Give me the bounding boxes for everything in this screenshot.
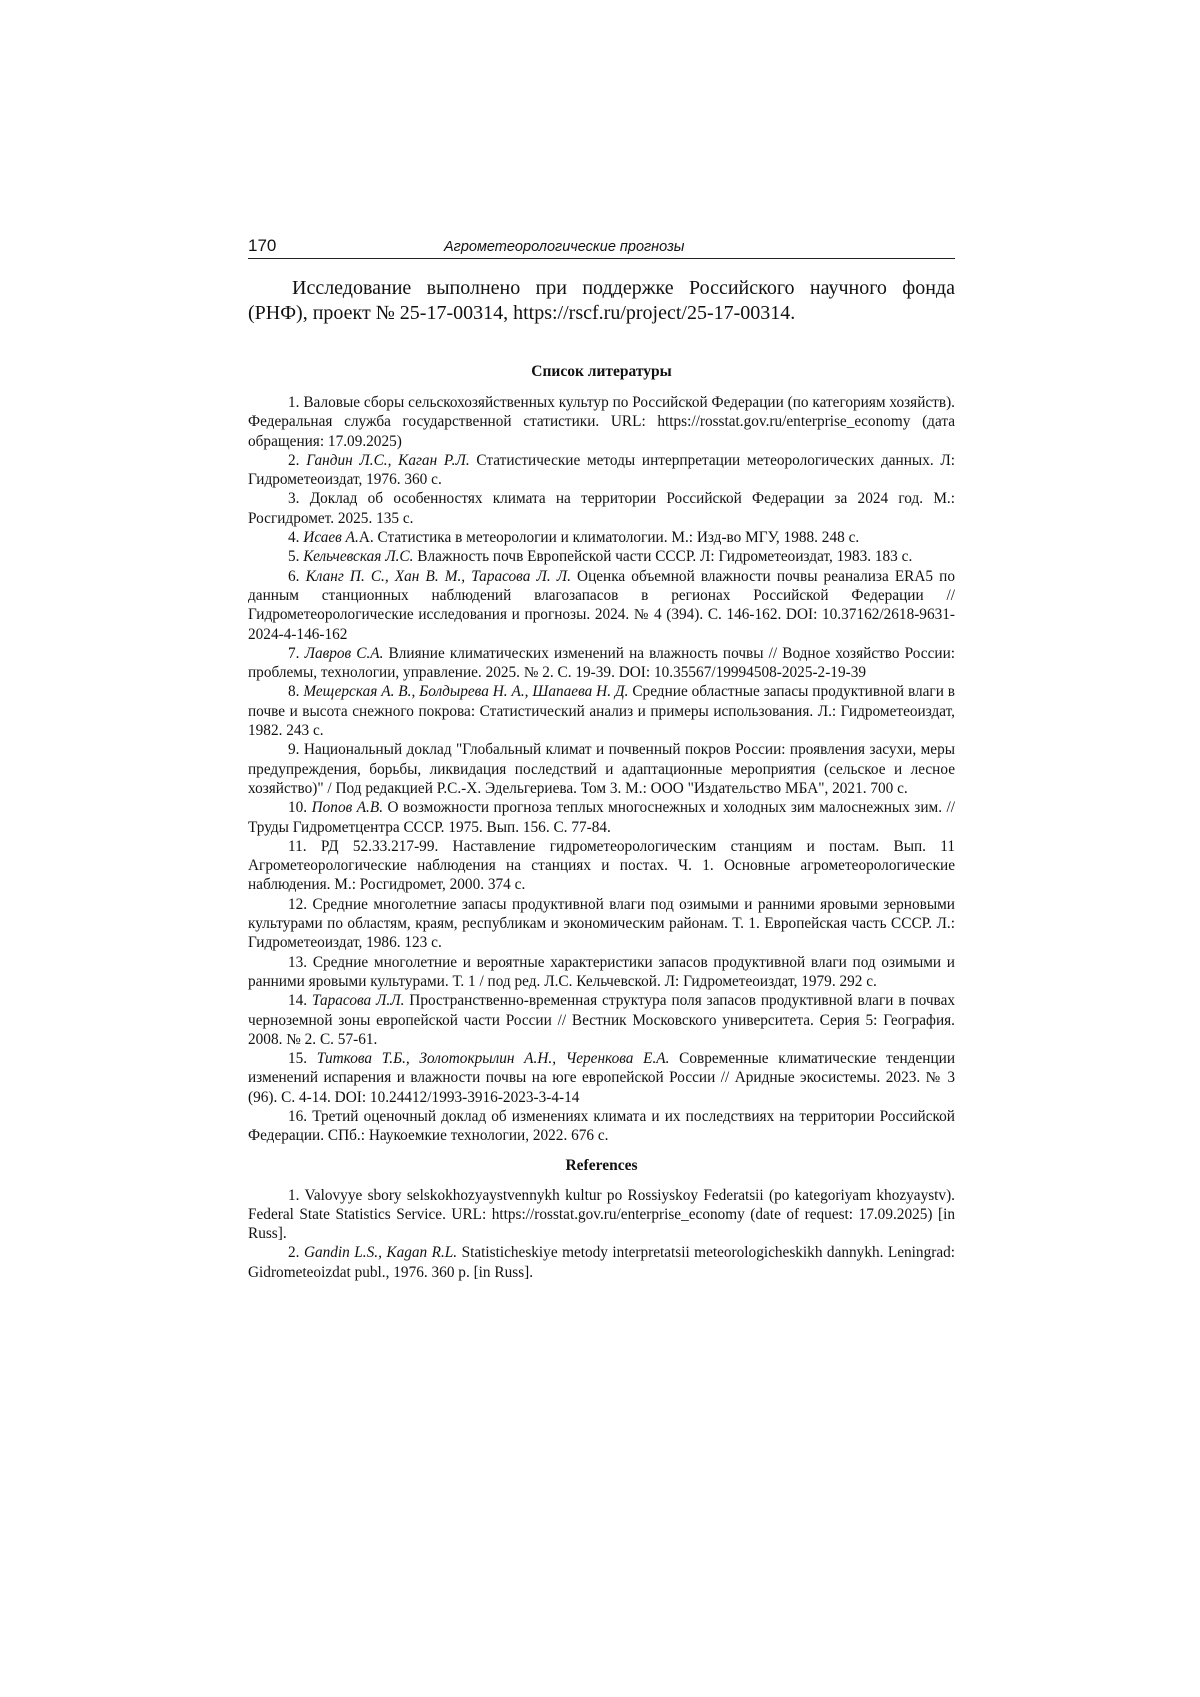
reference-authors: Мещерская А. В., Болдырева Н. А., Шапаева Н. Д.: [303, 683, 629, 701]
reference-text: А. Статистика в метеорологии и климатологии. М.: Изд-во МГУ, 1988. 248 с.: [358, 529, 860, 547]
reference-text: Средние многолетние и вероятные характеристики запасов продуктивной влаги под озимыми и ранними яровыми культурами. Т. 1 / под ред. Л.С. Кельчевской. Л: Гидрометеоиздат, 1979. 292 с.: [248, 953, 955, 990]
reference-number: 16.: [288, 1107, 313, 1125]
reference-item: [248, 1107, 955, 1146]
reference-authors: Кланг П. С., Хан В. М., Тарасова Л. Л.: [305, 567, 571, 585]
reference-authors: Gandin L.S., Kagan R.L.: [303, 1244, 458, 1262]
reference-number: 2.: [288, 1244, 304, 1262]
references-title: References: [565, 1156, 638, 1174]
reference-number: 5.: [288, 548, 304, 566]
reference-text: Statisticheskiye metody interpretatsii meteorologicheskikh dannykh. Leningrad: Gidrometeoizdat publ., 1976. 360 p. [in Russ].: [248, 1244, 956, 1281]
reference-number: 1.: [288, 1186, 305, 1204]
reference-item: [248, 1243, 955, 1282]
reference-number: 14.: [288, 992, 313, 1010]
page-header: [248, 236, 955, 259]
reference-number: 6.: [288, 567, 306, 585]
reference-item: [248, 451, 955, 490]
document-page: [248, 236, 955, 1282]
reference-number: 7.: [288, 644, 305, 662]
reference-text: Современные климатические тенденции изменений испарения и влажности почвы на юге европейской России // Аридные экосистемы. 2023. № 3 (96). С. 4-14. DOI: 10.24412/1993-3916-2023-3-4-14: [248, 1050, 956, 1106]
reference-text: Третий оценочный доклад об изменениях климата и их последствиях на территории Российской Федерации. СПб.: Наукоемкие технологии, 2022. 676 с.: [248, 1107, 955, 1145]
reference-number: 8.: [288, 683, 304, 701]
reference-number: 15.: [288, 1050, 317, 1068]
reference-number: 13.: [288, 953, 313, 971]
reference-authors: Кельчевская Л.С.: [303, 548, 414, 566]
reference-number: 1.: [288, 394, 304, 411]
reference-text: Пространственно-временная структура поля запасов продуктивной влаги в почвах черноземной зоны европейской части России // Вестник Московского университета. Серия 5: География. 2008. № 2. С. 57-61.: [248, 992, 956, 1048]
reference-item: [248, 1186, 955, 1244]
reference-item: [248, 798, 955, 837]
reference-item: [248, 528, 955, 547]
reference-item: [248, 567, 955, 644]
reference-text: Влажность почв Европейской части СССР. Л: Гидрометеоиздат, 1983. 183 с.: [413, 548, 913, 566]
reference-authors: Лавров С.А.: [304, 644, 384, 662]
reference-text: Средние многолетние запасы продуктивной влаги под озимыми и ранними яровыми зерновыми культурами по областям, краям, республикам и экономическим районам. Т. 1. Европейская часть СССР. Л.: Гидрометеоиздат, 1986. 123 с.: [248, 895, 955, 952]
reference-text: Средние областные запасы продуктивной влаги в почве и высота снежного покрова: Статистический анализ и примеры использования. Л.: Гидрометеоиздат, 1982. 243 с.: [248, 683, 955, 740]
reference-text: Статистические методы интерпретации метеорологических данных. Л: Гидрометеоиздат, 1976. 360 с.: [248, 451, 956, 489]
reference-authors: Титкова Т.Б., Золотокрылин А.Н., Черенкова Е.А.: [316, 1050, 670, 1068]
reference-number: 12.: [288, 895, 313, 913]
reference-authors: Попов А.В.: [311, 799, 384, 817]
reference-authors: Тарасова Л.Л.: [312, 992, 405, 1010]
reference-item: [248, 1049, 955, 1107]
running-title: Агрометеорологические прогнозы: [444, 239, 685, 255]
reference-item: [248, 393, 955, 451]
reference-text: Оценка объемной влажности почвы реанализа ERA5 по данным станционных наблюдений влагозапасов в регионах Российской Федерации // Гидрометеорологические исследования и прогнозы. 2024. № 4 (394). С. 146-162. DOI: 10.37162/2618-9631-2024-4-146-162: [248, 567, 956, 643]
reference-text: Влияние климатических изменений на влажность почвы // Водное хозяйство России: проблемы, технологии, управление. 2025. № 2. С. 19-39. DOI: 10.35567/19994508-2025-2-19-39: [248, 644, 956, 682]
reference-number: 9.: [288, 741, 304, 759]
bibliography-list: [248, 393, 955, 1146]
reference-number: 4.: [288, 529, 304, 547]
reference-number: 11.: [288, 837, 321, 855]
reference-item: [248, 644, 955, 683]
reference-text: Национальный доклад "Глобальный климат и почвенный покров России: проявления засухи, меры предупреждения, борьбы, ликвидация последствий и адаптационные мероприятия (сельское и лесное хозяйство)" / Под редакцией Р.С.-Х. Эдельгериева. Том 3. М.: ООО "Издательство МБА", 2021. 700 с.: [248, 741, 955, 797]
reference-item: [248, 991, 955, 1049]
references-list: [248, 1186, 955, 1282]
reference-text: Доклад об особенностях климата на территории Российской Федерации за 2024 год. М.: Росгидромет. 2025. 135 с.: [248, 490, 955, 527]
reference-item: [248, 740, 955, 798]
reference-authors: Гандин Л.С., Каган Р.Л.: [306, 451, 470, 469]
reference-item: [248, 489, 955, 528]
reference-number: 3.: [288, 490, 310, 508]
reference-number: 10.: [288, 799, 312, 817]
reference-item: [248, 895, 955, 953]
reference-text: Valovyye sbory selskokhozyaystvennykh kultur po Rossiyskoy Federatsii (po kategoriyam khozyaystv). Federal State Statistics Service. URL: https://rosstat.gov.ru/enterprise_economy (date of request: 17.09.2025) [in Russ].: [248, 1186, 955, 1243]
reference-item: [248, 953, 955, 992]
page-number: 170: [248, 236, 277, 255]
reference-text: РД 52.33.217-99. Наставление гидрометеорологическим станциям и постам. Вып. 11 Агрометеорологические наблюдения на станциях и постах. Ч. 1. Основные агрометеорологические наблюдения. М.: Росгидромет, 2000. 374 с.: [248, 837, 955, 894]
reference-text: О возможности прогноза теплых многоснежных и холодных зим малоснежных зим. // Труды Гидрометцентра СССР. 1975. Вып. 156. С. 77-84.: [248, 799, 956, 836]
reference-item: [248, 682, 955, 740]
reference-item: [248, 837, 955, 895]
acknowledgement: Исследование выполнено при поддержке Российского научного фонда (РНФ), проект № 25-17-00314, https://rscf.ru/project/25-17-00314.: [248, 277, 955, 324]
bibliography-title: Список литературы: [531, 363, 672, 380]
reference-number: 2.: [288, 451, 307, 469]
reference-authors: Исаев А.: [303, 529, 359, 547]
reference-item: [248, 547, 955, 566]
reference-text: Валовые сборы сельскохозяйственных культур по Российской Федерации (по категориям хозяйств). Федеральная служба государственной статистики. URL: https://rosstat.gov.ru/enterprise_economy (дата обращения: 17.09.2025): [248, 394, 956, 450]
